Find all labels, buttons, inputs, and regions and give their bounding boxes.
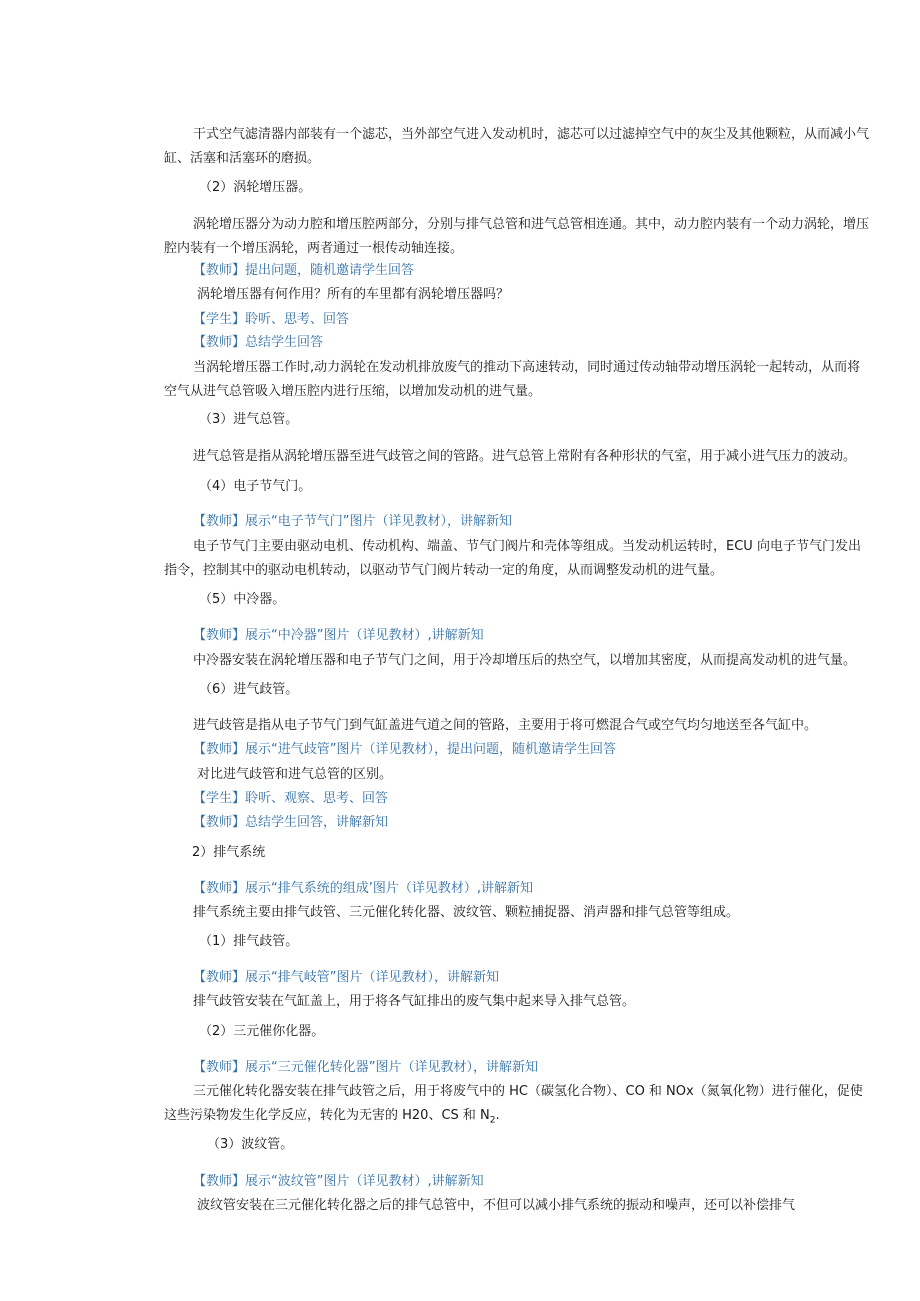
section-heading: （2）三元催你化器。 [199, 1024, 325, 1039]
section-heading: （4）电子节气门。 [199, 479, 312, 494]
paragraph-line: 排气系统主要由排气歧管、三元催化转化器、波纹管、颗粒捕捉器、消声器和排气总管等组成。 [193, 905, 740, 920]
section-heading: （5）中冷器。 [199, 592, 286, 607]
teacher-note: 【教师】提出问题，随机邀请学生回答 [193, 263, 415, 278]
student-note: 【学生】聆听、观察、思考、回答 [193, 791, 389, 806]
paragraph-line: 当涡轮增压器工作时,动力涡轮在发动机排放废气的推动下高速转动，同时通过传动轴带动增压涡轮一起转动，从而将 [193, 360, 861, 375]
teacher-note: 【教师】展示“排气岐管”图片（详见教材），讲解新知 [193, 970, 499, 985]
teacher-note: 【教师】总结学生回答 [193, 335, 324, 350]
paragraph-line: 波纹管安装在三元催化转化器之后的排气总管中，不但可以减小排气系统的振动和噪声，还可以补偿排气 [197, 1198, 796, 1213]
paragraph-text: 这些污染物发生化学反应，转化为无害的 H20、CS 和 N [164, 1108, 490, 1123]
section-heading: （2）涡轮增压器。 [199, 180, 312, 195]
paragraph-line: 缸、活塞和活塞环的磨损。 [164, 151, 321, 166]
section-heading: 2）排气系统 [192, 845, 266, 860]
question-line: 对比进气歧管和进气总管的区别。 [197, 767, 393, 782]
teacher-note: 【教师】展示“中冷器”图片（详见教材）,讲解新知 [193, 628, 484, 643]
paragraph-line: 腔内装有一个增压涡轮，两者通过一根传动轴连接。 [164, 241, 464, 256]
teacher-note: 【教师】展示“排气系统的组成’图片（详见教材）,讲解新知 [193, 881, 533, 896]
paragraph-line [164, 1107, 500, 1130]
section-heading: （3）波纹管。 [207, 1137, 294, 1152]
paragraph-line: 涡轮增压器分为动力腔和增压腔两部分，分别与排气总管和进气总管相连通。其中，动力腔内装有一个动力涡轮，增压 [193, 217, 870, 232]
paragraph-line: 指令，控制其中的驱动电机转动，以驱动节气门阀片转动一定的角度，从而调整发动机的进气量。 [164, 563, 724, 578]
paragraph-line: 空气从进气总管吸入增压腔内进行压缩，以增加发动机的进气量。 [164, 384, 542, 399]
paragraph-line: 排气歧管安装在气缸盖上，用于将各气缸排出的废气集中起来导入排气总管。 [193, 994, 636, 1009]
paragraph-line: 三元催化转化器安装在排气歧管之后，用于将废气中的 HC（碳氢化合物）、CO 和 NOx（氮氧化物）进行催化，促使 [193, 1084, 863, 1099]
teacher-note: 【教师】展示“进气歧管”图片（详见教材），提出问题，随机邀请学生回答 [193, 742, 616, 757]
paragraph-line: 进气歧管是指从电子节气门到气缸盖进气道之间的管路，主要用于将可燃混合气或空气均匀地送至各气缸中。 [193, 718, 818, 733]
teacher-note: 【教师】展示“波纹管”图片（详见教材）,讲解新知 [193, 1174, 484, 1189]
question-line: 涡轮增压器有何作用？所有的车里都有涡轮增压器吗？ [197, 287, 510, 302]
paragraph-line: 电子节气门主要由驱动电机、传动机构、端盖、节气门阀片和壳体等组成。当发动机运转时，ECU 向电子节气门发出 [193, 539, 861, 554]
student-note: 【学生】聆听、思考、回答 [193, 312, 350, 327]
paragraph-line: 干式空气滤清器内部装有一个滤芯，当外部空气进入发动机时，滤芯可以过滤掉空气中的灰尘及其他颗粒，从而减小气 [193, 127, 870, 142]
subscript: 2 [489, 1115, 496, 1126]
section-heading: （1）排气歧管。 [199, 934, 299, 949]
teacher-note: 【教师】总结学生回答，讲解新知 [193, 815, 389, 830]
paragraph-line: 中冷器安装在涡轮增压器和电子节气门之间，用于冷却增压后的热空气，以增加其密度，从而提高发动机的进气量。 [193, 653, 857, 668]
teacher-note: 【教师】展示“电子节气门”图片（详见教材），讲解新知 [193, 514, 512, 529]
teacher-note: 【教师】展示“三元催化转化器”图片（详见教材），讲解新知 [193, 1060, 538, 1075]
section-heading: （6）进气歧管。 [199, 682, 299, 697]
section-heading: （3）进气总管。 [199, 412, 299, 427]
paragraph-end: . [495, 1108, 500, 1123]
paragraph-line: 进气总管是指从涡轮增压器至进气歧管之间的管路。进气总管上常附有各种形状的气室，用于减小进气压力的波动。 [193, 449, 857, 464]
